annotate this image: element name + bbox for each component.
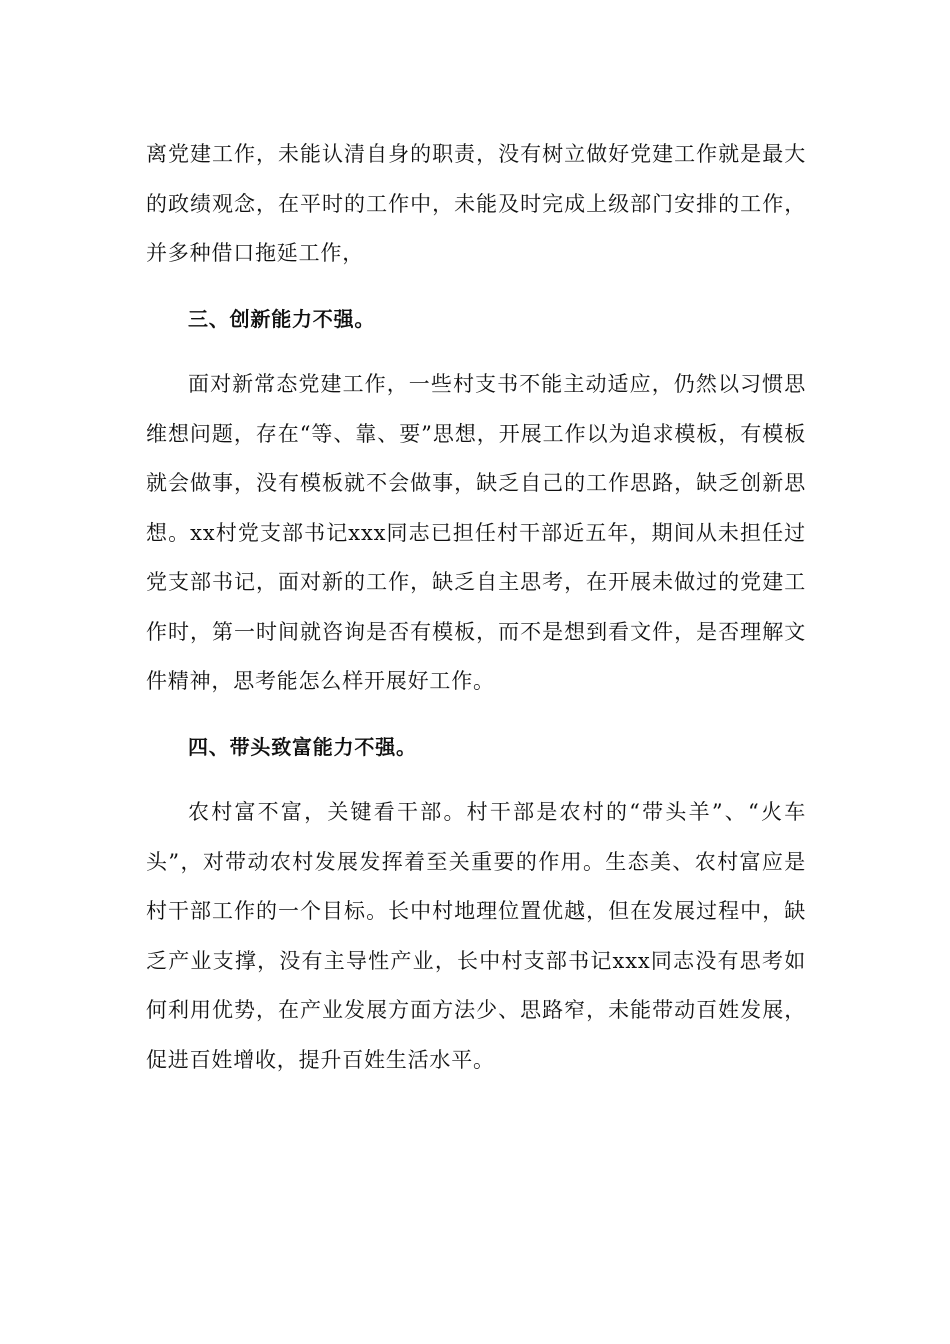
paragraph-continued: 离党建工作，未能认清自身的职责，没有树立做好党建工作就是最大的政绩观念，在平时的工作中，未能及时完成上级部门安排的工作，并多种借口拖延工作， bbox=[146, 142, 806, 265]
paragraph-prosperity: 农村富不富，关键看干部。村干部是农村的“带头羊”、“火车头”，对带动农村发展发挥着至关重要的作用。生态美、农村富应是村干部工作的一个目标。长中村地理位置优越，但在发展过程中，缺乏产业支撑，没有主导性产业，长中村支部书记xxx同志没有思考如何利用优势，在产业发展方面方法少、思路窄，未能带动百姓发展，促进百姓增收，提升百姓生活水平。 bbox=[146, 800, 806, 1072]
paragraph-innovation: 面对新常态党建工作，一些村支书不能主动适应，仍然以习惯思维想问题，存在“等、靠、要”思想，开展工作以为追求模板，有模板就会做事，没有模板就不会做事，缺乏自己的工作思路，缺乏创新思想。xx村党支部书记xxx同志已担任村干部近五年，期间从未担任过党支部书记，面对新的工作，缺乏自主思考，在开展未做过的党建工作时，第一时间就咨询是否有模板，而不是想到看文件，是否理解文件精神，思考能怎么样开展好工作。 bbox=[146, 372, 806, 693]
section-heading-innovation: 三、创新能力不强。 bbox=[188, 306, 376, 331]
section-heading-prosperity: 四、带头致富能力不强。 bbox=[188, 734, 417, 759]
document-body bbox=[146, 130, 806, 1101]
